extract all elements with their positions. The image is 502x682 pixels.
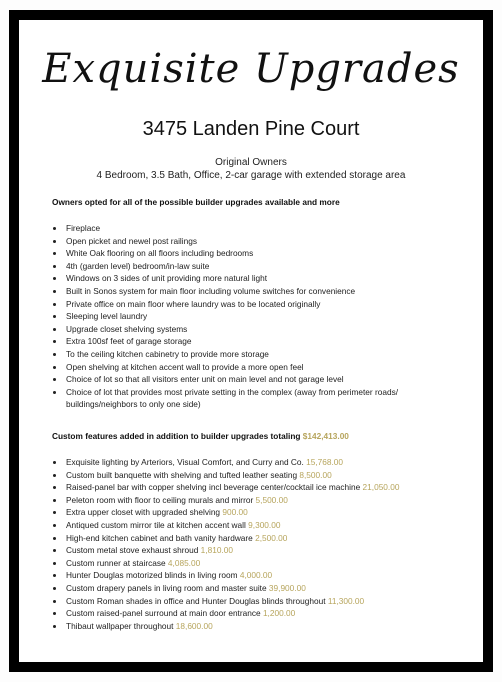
custom-feature-item <box>52 607 399 620</box>
builder-upgrade-item: 4th (garden level) bedroom/in-law suite <box>52 260 456 273</box>
custom-feature-label: Raised-panel bar with copper shelving incl beverage center/cocktail ice machine <box>66 482 363 493</box>
custom-feature-item <box>52 469 399 482</box>
builder-upgrade-item: Upgrade closet shelving systems <box>52 323 456 336</box>
custom-feature-item <box>52 569 399 582</box>
custom-feature-label: Custom runner at staircase <box>66 557 168 568</box>
custom-features-list <box>52 456 399 632</box>
custom-features-heading-text: Custom features added in addition to builder upgrades totaling <box>52 431 301 441</box>
page-title: Exquisite Upgrades <box>42 46 460 92</box>
custom-feature-item <box>52 557 399 570</box>
custom-feature-item <box>52 544 399 557</box>
custom-feature-label: Thibaut wallpaper throughout <box>66 620 176 631</box>
custom-feature-price: 8,500.00 <box>299 469 332 480</box>
custom-feature-item <box>52 532 399 545</box>
custom-feature-label: Custom Roman shades in office and Hunter Douglas blinds throughout <box>66 595 328 606</box>
custom-feature-price: 900.00 <box>222 507 248 518</box>
custom-feature-price: 39,900.00 <box>268 582 306 593</box>
custom-features-heading <box>52 431 349 441</box>
custom-features-total: $142,413.00 <box>302 431 349 441</box>
builder-upgrade-item: Sleeping level laundry <box>52 310 456 323</box>
builder-upgrade-item: Extra 100sf feet of garage storage <box>52 335 456 348</box>
property-summary: 4 Bedroom, 3.5 Bath, Office, 2-car garage with extended storage area <box>96 170 406 181</box>
custom-feature-price: 11,300.00 <box>327 595 365 606</box>
custom-feature-label: Extra upper closet with upgraded shelving <box>66 507 223 518</box>
builder-upgrade-item: Private office on main floor where laundry was to be located originally <box>52 298 456 311</box>
custom-feature-label: High-end kitchen cabinet and bath vanity hardware <box>66 532 256 543</box>
custom-feature-label: Peleton room with floor to ceiling murals and mirror <box>66 494 256 505</box>
custom-feature-label: Custom drapery panels in living room and master suite <box>66 582 269 593</box>
custom-feature-item <box>52 506 399 519</box>
custom-feature-label: Custom raised-panel surround at main door entrance <box>66 608 263 619</box>
custom-feature-price: 1,200.00 <box>262 608 296 619</box>
custom-feature-price: 1,810.00 <box>200 545 233 556</box>
custom-feature-item <box>52 494 399 507</box>
custom-feature-price: 18,600.00 <box>175 620 213 631</box>
builder-upgrade-item: To the ceiling kitchen cabinetry to provide more storage <box>52 348 456 361</box>
owners-info <box>0 156 502 182</box>
custom-feature-label: Custom built banquette with shelving and tufted leather seating <box>66 469 300 480</box>
builder-upgrades-list <box>52 222 456 411</box>
builder-upgrade-item: Fireplace <box>52 222 456 235</box>
custom-feature-item <box>52 595 399 608</box>
custom-feature-item <box>52 582 399 595</box>
custom-feature-price: 2,500.00 <box>255 532 288 543</box>
custom-feature-price: 4,000.00 <box>239 570 273 581</box>
custom-feature-price: 9,300.00 <box>248 519 281 530</box>
builder-upgrade-item: White Oak flooring on all floors including bedrooms <box>52 247 456 260</box>
custom-feature-item <box>52 519 399 532</box>
custom-feature-price: 21,050.00 <box>362 482 400 493</box>
builder-upgrade-item: Choice of lot that provides most private setting in the complex (away from perimeter roads/ buildings/neighbors to only one side) <box>52 386 456 411</box>
custom-feature-label: Antiqued custom mirror tile at kitchen accent wall <box>66 519 249 530</box>
builder-upgrade-item: Open shelving at kitchen accent wall to provide a more open feel <box>52 361 456 374</box>
property-address: 3475 Landen Pine Court <box>142 118 360 140</box>
custom-feature-item <box>52 620 399 633</box>
builder-upgrade-item: Built in Sonos system for main floor including volume switches for convenience <box>52 285 456 298</box>
custom-feature-label: Hunter Douglas motorized blinds in living room <box>66 570 240 581</box>
custom-feature-label: Custom metal stove exhaust shroud <box>66 545 201 556</box>
custom-feature-price: 4,085.00 <box>167 557 201 568</box>
custom-feature-item <box>52 481 399 494</box>
custom-feature-price: 5,500.00 <box>255 494 288 505</box>
original-owners-text: Original Owners <box>215 157 287 168</box>
builder-upgrade-item: Choice of lot so that all visitors enter unit on main level and not garage level <box>52 373 456 386</box>
builder-upgrade-item: Open picket and newel post railings <box>52 235 456 248</box>
custom-feature-item <box>52 456 399 469</box>
builder-upgrade-item: Windows on 3 sides of unit providing more natural light <box>52 272 456 285</box>
builder-upgrades-heading: Owners opted for all of the possible builder upgrades available and more <box>52 197 340 207</box>
custom-feature-price: 15,768.00 <box>306 457 344 467</box>
custom-feature-label: Exquisite lighting by Arteriors, Visual Comfort, and Curry and Co. <box>66 457 307 467</box>
